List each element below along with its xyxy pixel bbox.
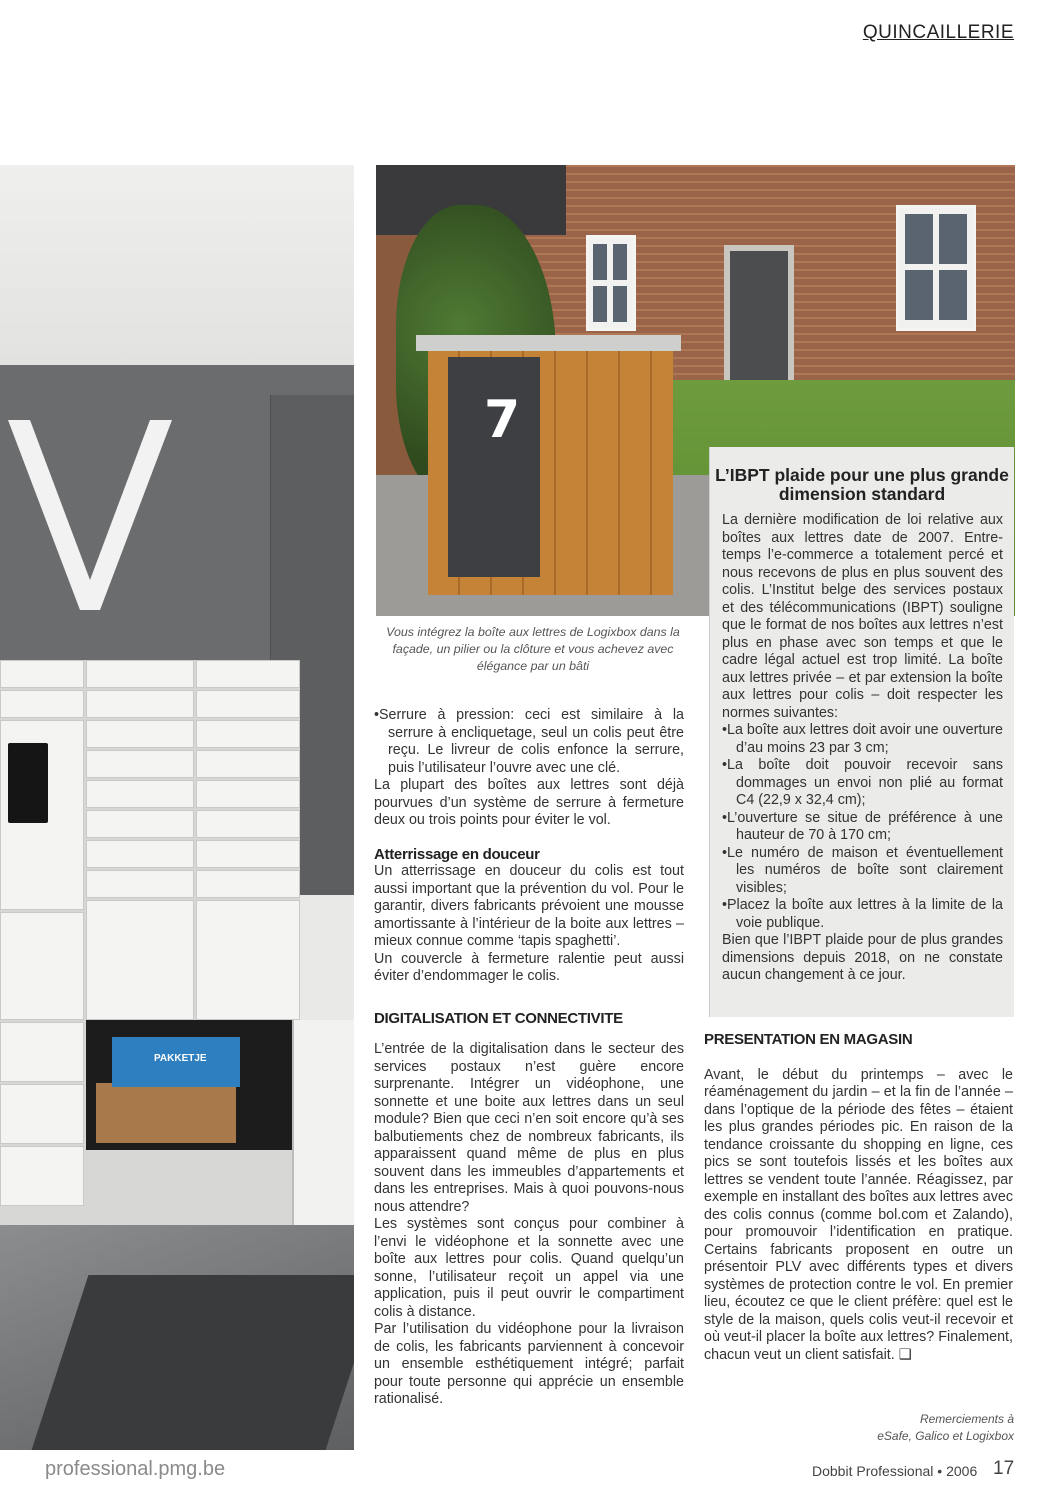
footer-magazine: Dobbit Professional • 2006 xyxy=(812,1463,978,1479)
paragraph xyxy=(704,1067,1013,1365)
thanks-sources: eSafe, Galico et Logixbox xyxy=(877,1429,1014,1443)
sidebar-body xyxy=(722,512,1003,985)
locker-door-open xyxy=(292,1020,354,1250)
paragraph-text: Avant, le début du printemps – avec le réaménagement du jardin – et la fin de l’année – dans l’optique de la période des fêtes – étaient les plus grandes périodes pic. En raison de la tendance croissante du shopping en ligne, ces pics se sont toutefois lissés et les boîtes aux lettres se vendent toute l’année. Réagissez, par exemple en installant des boîtes aux lettres avec des colis connus (comme bol.com et Zalando), pour promouvoir l’identification en pratique. Certains fabricants proposent en outre un présentoir PLV avec différents types et divers systèmes de protection contre le vol. En premier lieu, écoutez ce que le client préfère: quel est le style de la maison, quels colis veut-il recevoir et où veut-il placer la boîte aux lettres? Finalement, chacun veut un client satisfait. xyxy=(704,1066,1013,1363)
photo-parcel-lockers xyxy=(0,165,354,1450)
sidebar-bullet: •Le numéro de maison et éventuellement les numéros de boîte sont clairement visibles; xyxy=(722,844,1003,896)
footer-website[interactable]: professional.pmg.be xyxy=(45,1458,226,1480)
mailbox-number: 7 xyxy=(484,390,521,450)
heading-digitalisation: DIGITALISATION ET CONNECTIVITE xyxy=(374,1009,623,1027)
section-label: QUINCAILLERIE xyxy=(862,22,1014,43)
article-column-right xyxy=(704,1031,1013,1364)
sidebar-bullet: •L’ouverture se situe de préférence à une hauteur de 70 à 170 cm; xyxy=(722,809,1003,843)
paragraph: L’entrée de la digitalisation dans le secteur des services postaux n’est guère encore surprenante. Intégrer un vidéophone, une sonnette et une boite aux lettres dans un seul module? Bien que ceci n’en soit encore qu’à ses balbutiements chez de nombreux fabricants, ils apparaissent quand même de plus en plus souvent dans les immeubles d’appartements et dans les entreprises. Mais à quoi pouvons-nous nous attendre? xyxy=(374,1041,684,1215)
photo-mailbox-lid xyxy=(416,335,681,351)
sidebar-bullet: •La boîte doit pouvoir recevoir sans dommages un envoi non plié au format C4 (22,9 x 32,4 cm); xyxy=(722,757,1003,808)
sidebar-bullet: •Placez la boîte aux lettres à la limite de la voie publique. xyxy=(722,897,1003,931)
parcel-label: PAKKETJE xyxy=(154,1053,207,1064)
page-number: 17 xyxy=(993,1458,1015,1479)
sidebar-outro: Bien que l’IBPT plaide pour de plus grandes dimensions depuis 2018, on ne constate aucun changement à ce jour. xyxy=(722,932,1003,983)
sidebar-bullet: •La boîte aux lettres doit avoir une ouverture d’au moins 23 par 3 cm; xyxy=(722,722,1003,756)
paragraph: Par l’utilisation du vidéophone pour la livraison de colis, les fabricants parviennent à concevoir un ensemble esthétiquement intégré; parfait pour toute personne qui apprécie un ensemble rationalisé. xyxy=(374,1321,684,1407)
paragraph: La plupart des boîtes aux lettres sont déjà pourvues d’un système de serrure à fermeture deux ou trois points pour éviter le vol. xyxy=(374,777,684,828)
paragraph: Un atterrissage en douceur du colis est tout aussi important que la prévention du vol. Pour le garantir, divers fabricants prévoient une mousse amortissante à l’intérieur de la boite aux lettres – mieux connue comme ‘tapis spaghetti’. xyxy=(374,863,684,949)
parcel-blue xyxy=(112,1037,240,1087)
parcel-brown xyxy=(96,1083,236,1143)
intercom-keypad xyxy=(8,743,48,823)
sidebar-title: L’IBPT plaide pour une plus grande dimension standard xyxy=(715,465,1009,504)
paragraph: Les systèmes sont conçus pour combiner à l’envi le vidéophone et la sonnette avec une boîte aux lettres pour colis. Quand quelqu’un sonne, l’utilisateur reçoit un appel via une application, puis il peut ouvrir le compartiment colis à distance. xyxy=(374,1216,684,1320)
photo-window-right xyxy=(896,205,976,331)
bullet-press-lock: •Serrure à pression: ceci est similaire à la serrure à encliquetage, seul un colis peut être reçu. Le livreur de colis enfonce la serrure, puis l’utilisateur l’ouvre avec une clé. xyxy=(374,707,684,776)
photo-floor-mat xyxy=(32,1275,354,1450)
heading-store-presentation: PRESENTATION EN MAGASIN xyxy=(704,1031,913,1048)
acknowledgements xyxy=(877,1411,1014,1445)
end-mark-icon: ❑ xyxy=(898,1346,912,1363)
subheading-soft-landing: Atterrissage en douceur xyxy=(374,845,540,863)
photo-front-door xyxy=(724,245,794,397)
logo-letters-graphic xyxy=(8,420,178,610)
sidebar-intro: La dernière modification de loi relative aux boîtes aux lettres date de 2007. Entre-temps l’e-commerce a totalement percé et nous recevons de plus en plus souvent des colis. L’Institut belge des services postaux et des télécommunications (IBPT) souligne que le format de nos boîtes aux lettres n’est plus en phase avec son temps et que le cadre légal actuel est trop limité. La boîte aux lettres privée – et par extension la boîte aux lettres pour colis – doit respecter les normes suivantes: xyxy=(722,512,1003,721)
paragraph: Un couvercle à fermeture ralentie peut aussi éviter d’endommager le colis. xyxy=(374,950,684,984)
thanks-line: Remerciements à xyxy=(919,1412,1014,1426)
article-column-middle xyxy=(374,707,684,1409)
photo-window-left xyxy=(586,235,636,331)
photo-wall xyxy=(0,165,354,365)
photo-caption: Vous intégrez la boîte aux lettres de Logixbox dans la façade, un pilier ou la clôture et vous achevez avec élégance par un bâti xyxy=(386,625,680,673)
